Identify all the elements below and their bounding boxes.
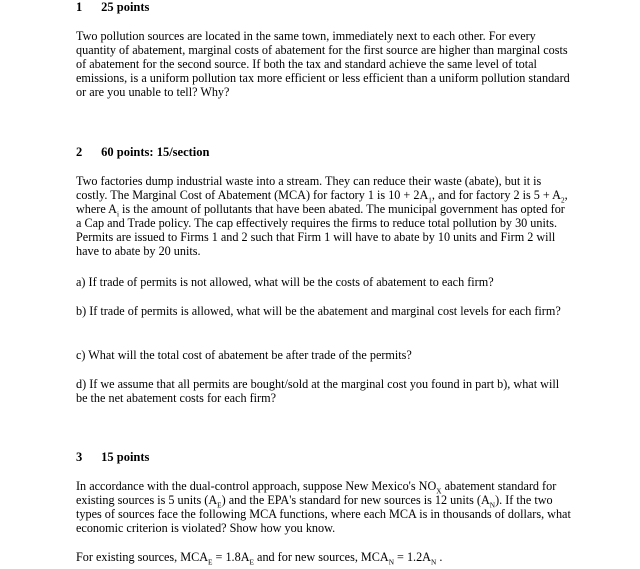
question-2-heading	[76, 145, 209, 160]
question-2-part-a: a) If trade of permits is not allowed, what will be the costs of abatement to each firm?	[76, 275, 494, 289]
question-2-part-b: b) If trade of permits is allowed, what will be the abatement and marginal cost levels for each firm?	[76, 304, 561, 318]
question-3-text: In accordance with the dual-control approach, suppose New Mexico's $NO_X$ abatement standard for existing sources is 5 units $(A_E)$ and the EPA's standard for new sources is 12 units $(A_N)$. If the two types of sources face the following MCA functions, where each MCA is in thousands of dollars, what economic criterion is violated? Show how you know.	[76, 479, 571, 536]
question-1-text: Two pollution sources are located in the same town, immediately next to each other. For every quantity of abatement, marginal costs of abatement for the first source are higher than marginal costs of abatement for the second source. If both the tax and standard achieve the same level of total emissions, is a uniform pollution tax more efficient or less efficient than a uniform pollution standard or are you unable to tell? Why?	[76, 29, 570, 100]
question-2-part-d: d) If we assume that all permits are bought/sold at the marginal cost you found in part b), what will be the net abatement costs for each firm?	[76, 377, 560, 406]
question-number: 3	[76, 450, 83, 464]
question-points: 15 points	[101, 450, 150, 464]
question-2-part-c: c) What will the total cost of abatement be after trade of the permits?	[76, 348, 412, 362]
question-3-formula: For existing sources, $MCA_E = 1.8A_E$ and for new sources, $MCA_N = 1.2A_N$ .	[76, 550, 443, 567]
question-points: 25 points	[101, 0, 150, 14]
question-3-heading	[76, 450, 149, 465]
question-2-text: Two factories dump industrial waste into a stream. They can reduce their waste (abate), but it is costly. The Marginal Cost of Abatement (MCA) for factory 1 is $10 + 2A_1$, and for factory 2 is $5 + A_2$, where $A_i$ is the amount of pollutants that have been abated. The municipal government has opted for a Cap and Trade policy. The cap effectively requires the firms to reduce total pollution by 30 units. Permits are issued to Firms 1 and 2 such that Firm 1 will have to abate by 10 units and Firm 2 will have to abate by 20 units.	[76, 174, 568, 259]
question-1-heading	[76, 0, 149, 15]
question-points: 60 points: 15/section	[101, 145, 210, 159]
question-number: 2	[76, 145, 83, 159]
question-number: 1	[76, 0, 83, 14]
